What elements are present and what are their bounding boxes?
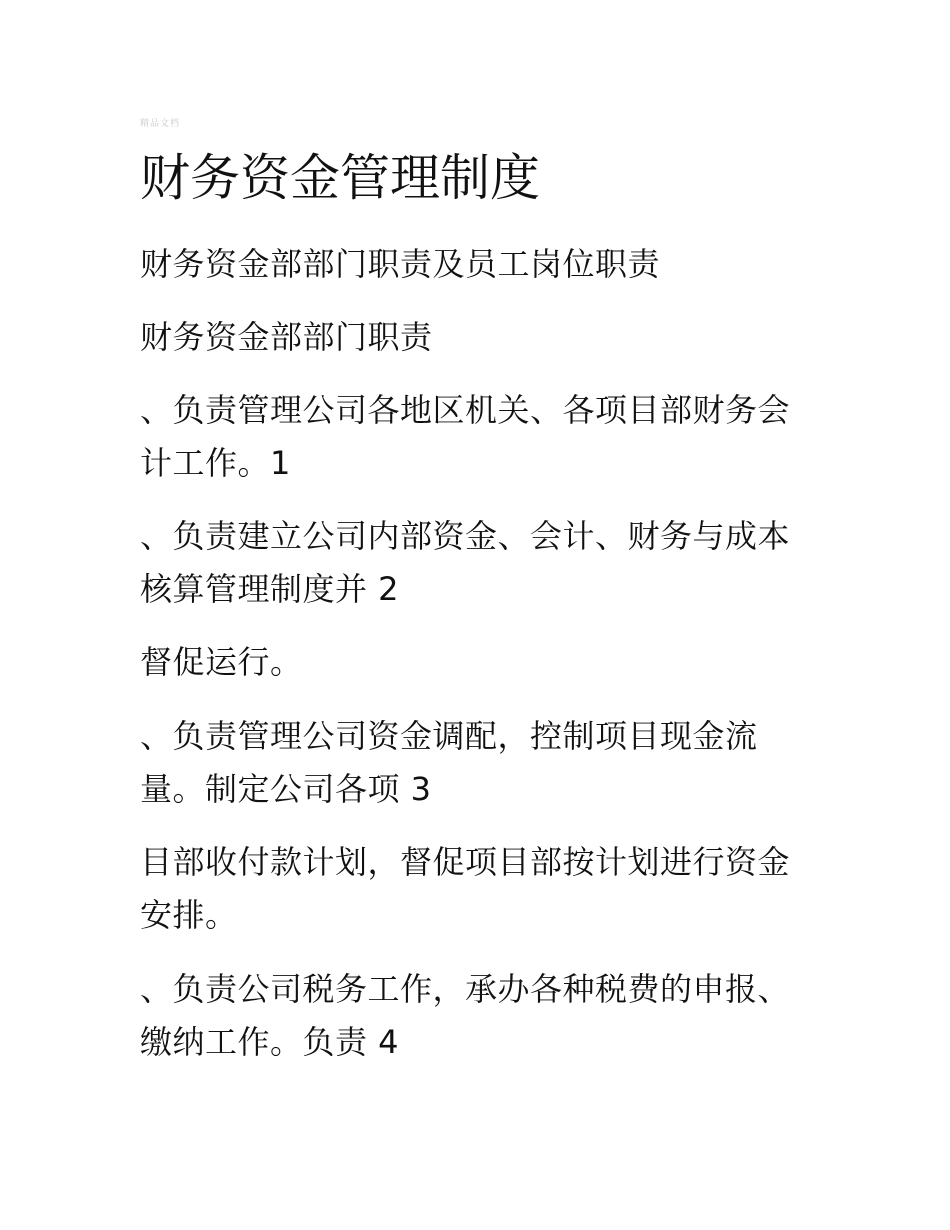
paragraph-item-4: 、负责公司税务工作，承办各种税费的申报、缴纳工作。负责 4 — [140, 970, 791, 1061]
paragraph-subheading: 财务资金部部门职责 — [140, 318, 433, 356]
paragraph-item-2: 、负责建立公司内部资金、会计、财务与成本核算管理制度并 2 — [140, 517, 791, 608]
paragraph-item-2-cont: 督促运行。 — [140, 643, 303, 681]
paragraph-section-heading: 财务资金部部门职责及员工岗位职责 — [140, 245, 661, 283]
paragraph-item-3: 、负责管理公司资金调配，控制项目现金流量。制定公司各项 3 — [140, 717, 758, 808]
paragraph-item-3-cont: 目部收付款计划，督促项目部按计划进行资金安排。 — [140, 843, 791, 934]
header-watermark: 精品文档 — [140, 119, 181, 129]
paragraph-item-1: 、负责管理公司各地区机关、各项目部财务会计工作。1 — [140, 391, 791, 482]
document-title: 财务资金管理制度 — [140, 149, 540, 207]
